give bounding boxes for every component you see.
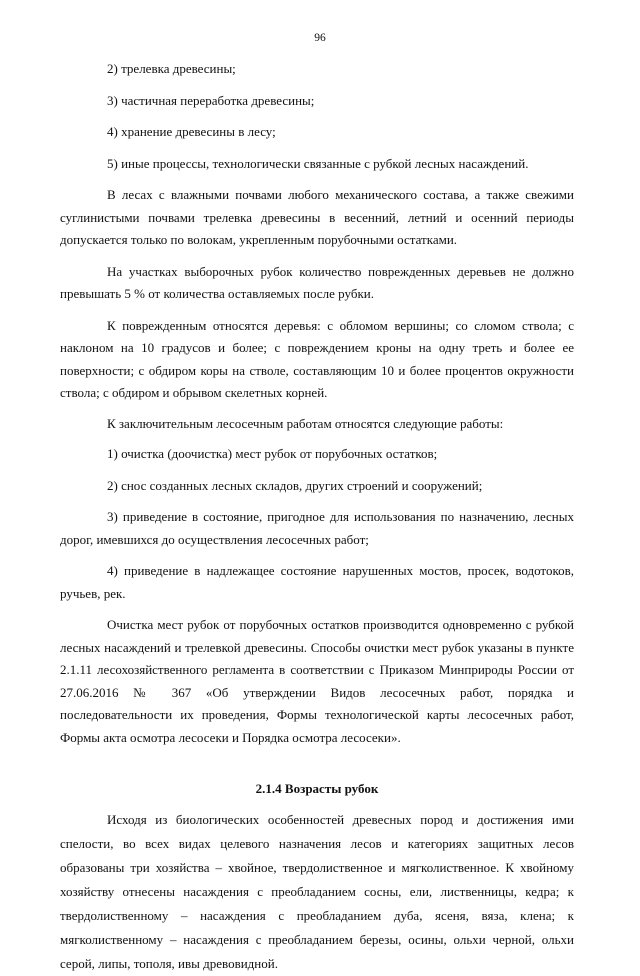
list-item-processing: 3) частичная переработка древесины; — [107, 92, 315, 108]
paragraph-felling-ages: Исходя из биологических особенностей древесных пород и достижения ими спелости, во всех видах целевого назначения лесов и категориях защитных лесов образованы три хозяйства – хвойное, твердолиственное и мягколиственное. К хвойному хозяйству отнесены насаждения с преобладанием сосны, ели, лиственницы, кедра; к твердолиственному – насаждения с преобладанием дуба, ясеня, вяза, клена; к мягколиственному – насаждения с преобладанием березы, осины, ольхи черной, ольхи серой, липы, тополя, ивы древовидной. — [60, 811, 574, 971]
paragraph-cleaning-methods: Очистка мест рубок от порубочных остатков производится одновременно с рубкой лесных насаждений и трелевкой древесины. Способы очистки мест рубок указаны в пункте 2.1.11 лесохозяйственного регламента в соответствии с Приказом Минприроды России от 27.06.2016 № 367 «Об утверждении Видов лесосечных работ, порядка и последовательности их проведения, Формы технологической карты лесосечных работ, Формы акта осмотра лесосеки и Порядка осмотра лесосеки». — [60, 617, 574, 745]
page-number: 96 — [314, 32, 326, 44]
list-item-roads: 3) приведение в состояние, пригодное для использования по назначению, лесных дорог, имевшихся до осуществления лесосечных работ; — [60, 509, 574, 547]
paragraph-damaged-trees-limit: На участках выборочных рубок количество поврежденных деревьев не должно превышать 5 % от количества оставляемых после рубки. — [60, 263, 574, 301]
paragraph-damaged-trees-definition: К поврежденным относятся деревья: с обломом вершины; со сломом ствола; с наклоном на 10 градусов и более; с повреждением кроны на одну треть и более ее поверхности; с обдиром коры на стволе, составляющим 10 и более процентов окружности ствола; с обдиром и обрывом скелетных корней. — [60, 317, 574, 400]
list-item-skidding: 2) трелевка древесины; — [107, 61, 236, 76]
document-body — [60, 58, 574, 976]
list-item-bridges: 4) приведение в надлежащее состояние нарушенных мостов, просек, водотоков, ручьев, рек. — [60, 563, 574, 601]
list-item-cleaning: 1) очистка (доочистка) мест рубок от порубочных остатков; — [107, 446, 438, 461]
section-body — [60, 808, 574, 976]
paragraph-final-works-intro: К заключительным лесосечным работам относятся следующие работы: — [107, 415, 504, 431]
section-heading: 2.1.4 Возрасты рубок — [255, 781, 379, 796]
list-item-demolition: 2) снос созданных лесных складов, других строений и сооружений; — [107, 477, 483, 493]
list-item-other-processes: 5) иные процессы, технологически связанные с рубкой лесных насаждений. — [107, 155, 529, 171]
list-item-storage: 4) хранение древесины в лесу; — [107, 124, 276, 139]
paragraph-wet-soils: В лесах с влажными почвами любого механического состава, а также свежими суглинистыми почвами трелевка древесины в весенний, летний и осенний периоды допускается только по волокам, укрепленным порубочными остатками. — [60, 187, 574, 247]
